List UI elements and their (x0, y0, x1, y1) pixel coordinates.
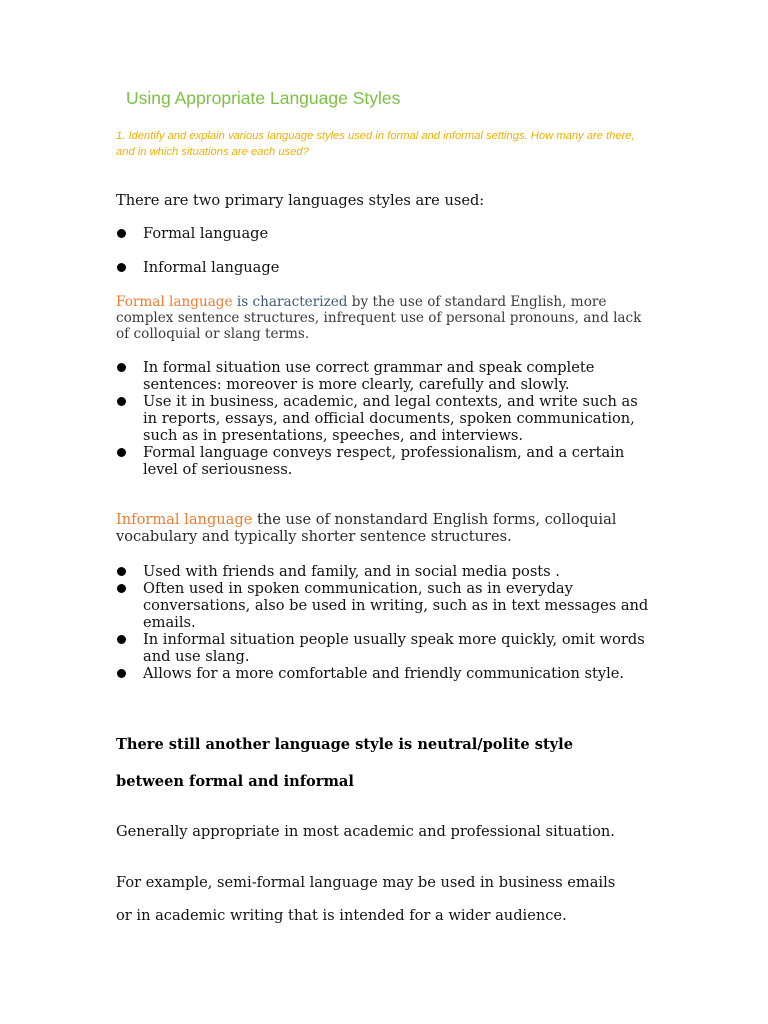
bullet-icon (117, 397, 126, 406)
neutral-style-usage: Generally appropriate in most academic and professional situation. (116, 823, 615, 840)
list-item-text: Formal language (143, 225, 269, 242)
list-item-text: Used with friends and family, and in social media posts . (143, 563, 560, 580)
list-item-text: Often used in spoken communication, such as in everyday conversations, also be used in writing, such as in text messages and emails. (143, 580, 649, 631)
neutral-style-heading: There still another language style is neutral/polite style (116, 736, 573, 753)
list-item (116, 444, 656, 478)
informal-bullets (116, 563, 656, 682)
list-item-text: Allows for a more comfortable and friendly communication style. (143, 665, 625, 682)
formal-description: by the use of standard English, more complex sentence structures, infrequent use of personal pronouns, and lack of colloquial or slang terms. (116, 294, 642, 342)
assignment-question: 1. Identify and explain various language styles used in formal and informal settings. How many are there, and in which situations are each used? (116, 130, 635, 158)
bullet-icon (117, 263, 126, 272)
formal-term: Formal language (116, 294, 233, 310)
list-item (116, 359, 656, 393)
informal-language-paragraph (116, 511, 656, 545)
bullet-icon (117, 669, 126, 678)
formal-language-paragraph (116, 294, 656, 342)
list-item (116, 665, 656, 682)
formal-bullets (116, 359, 656, 478)
list-item-text: Formal language conveys respect, professionalism, and a certain level of seriousness. (143, 444, 625, 478)
list-item-text: Use it in business, academic, and legal contexts, and write such as in reports, essays, and official documents, spoken communication, such as in presentations, speeches, and interviews. (143, 393, 638, 444)
neutral-style-example-line-2: or in academic writing that is intended for a wider audience. (116, 907, 567, 924)
list-item (116, 225, 656, 242)
informal-description: the use of nonstandard English forms, colloquial vocabulary and typically shorter sentence structures. (116, 511, 617, 545)
list-item (116, 563, 656, 580)
list-item (116, 631, 656, 665)
intro-sentence: There are two primary languages styles are used: (116, 192, 485, 209)
informal-term: Informal language (116, 511, 253, 528)
list-item (116, 393, 656, 444)
neutral-style-subheading: between formal and informal (116, 773, 354, 790)
bullet-icon (117, 363, 126, 372)
bullet-icon (117, 448, 126, 457)
formal-connector: is characterized (232, 294, 348, 310)
list-item (116, 580, 656, 631)
bullet-icon (117, 635, 126, 644)
list-item-text: In formal situation use correct grammar and speak complete sentences: moreover is more clearly, carefully and slowly. (143, 359, 595, 393)
document-title: Using Appropriate Language Styles (126, 88, 401, 108)
bullet-icon (117, 567, 126, 576)
neutral-style-example-line-1: For example, semi-formal language may be used in business emails (116, 874, 616, 891)
language-styles-list (116, 225, 656, 293)
list-item-text: In informal situation people usually speak more quickly, omit words and use slang. (143, 631, 645, 665)
bullet-icon (117, 229, 126, 238)
bullet-icon (117, 584, 126, 593)
list-item (116, 259, 656, 276)
list-item-text: Informal language (143, 259, 280, 276)
